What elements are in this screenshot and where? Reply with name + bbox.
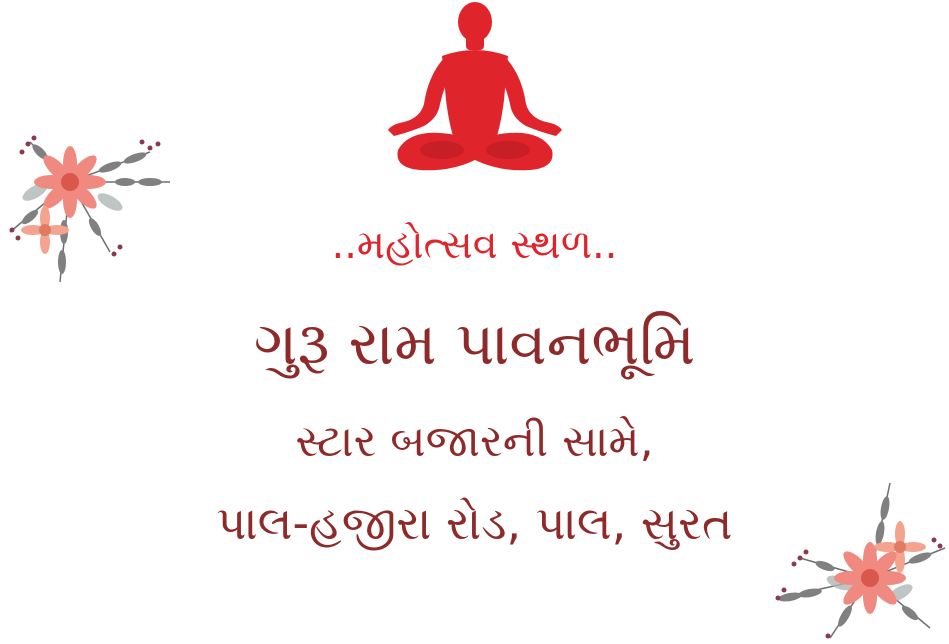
address-line-1: સ્ટાર બજારની સામે, — [295, 416, 654, 467]
address-line-2: પાલ-હજીરા રોડ, પાલ, સુરત — [216, 496, 733, 550]
venue-heading: ..મહોત્સવ સ્થળ.. — [331, 222, 618, 268]
meditation-figure-icon — [380, 0, 570, 180]
floral-bouquet-icon — [0, 122, 185, 292]
venue-name: ગુરૂ રામ પાવનભૂમિ — [253, 309, 696, 379]
